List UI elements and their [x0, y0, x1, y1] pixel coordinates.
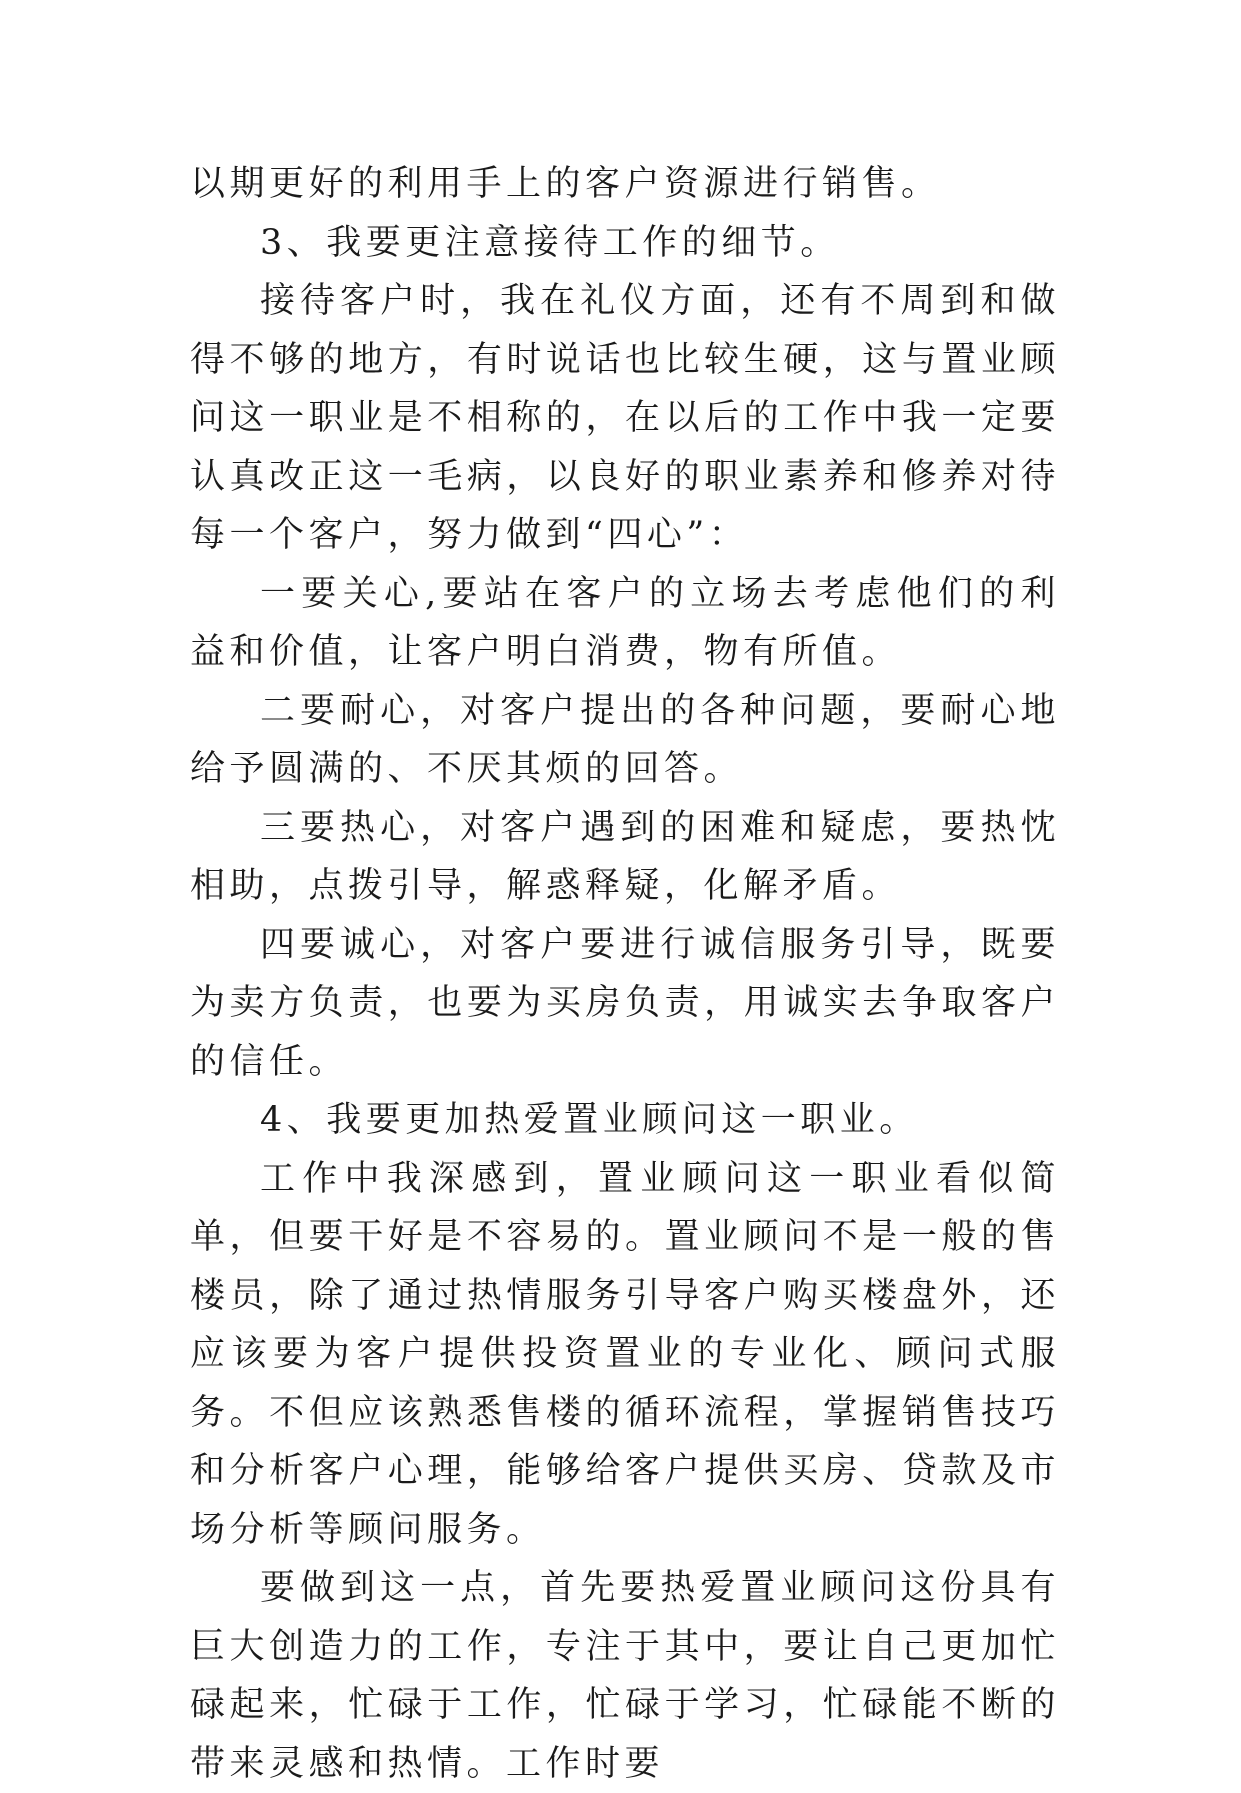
paragraph-profession: 工作中我深感到，置业顾问这一职业看似简单，但要干好是不容易的。置业顾问不是一般的售楼员，除了通过热情服务引导客户购买楼盘外，还应该要为客户提供投资置业的专业化、顾问式服务。不但应该熟悉售楼的循环流程，掌握销售技巧和分析客户心理，能够给客户提供买房、贷款及市场分析等顾问服务。	[190, 1158, 1060, 1550]
paragraph-sincerity: 四要诚心，对客户要进行诚信服务引导，既要为卖方负责，也要为买房负责，用诚实去争取客户的信任。	[190, 924, 1060, 1082]
paragraph-enthusiasm: 三要热心，对客户遇到的困难和疑虑，要热忱相助，点拨引导，解惑释疑，化解矛盾。	[190, 807, 1060, 906]
paragraph-heading-4: 4、我要更加热爱置业顾问这一职业。	[260, 1100, 919, 1140]
paragraph-continuation: 以期更好的利用手上的客户资源进行销售。	[190, 164, 941, 204]
paragraph-care: 一要关心,要站在客户的立场去考虑他们的利益和价值，让客户明白消费，物有所值。	[190, 573, 1060, 672]
paragraph-reception: 接待客户时，我在礼仪方面，还有不周到和做得不够的地方，有时说话也比较生硬，这与置业顾问这一职业是不相称的，在以后的工作中我一定要认真改正这一毛病，以良好的职业素养和修养对待每一个客户，努力做到“四心”：	[190, 281, 1060, 555]
paragraph-heading-3: 3、我要更注意接待工作的细节。	[260, 222, 840, 263]
paragraph-patience: 二要耐心，对客户提出的各种问题，要耐心地给予圆满的、不厌其烦的回答。	[190, 690, 1060, 789]
document-body	[190, 155, 1060, 1793]
paragraph-dedication: 要做到这一点，首先要热爱置业顾问这份具有巨大创造力的工作，专注于其中，要让自己更加忙碌起来，忙碌于工作，忙碌于学习，忙碌能不断的带来灵感和热情。工作时要	[190, 1568, 1060, 1784]
